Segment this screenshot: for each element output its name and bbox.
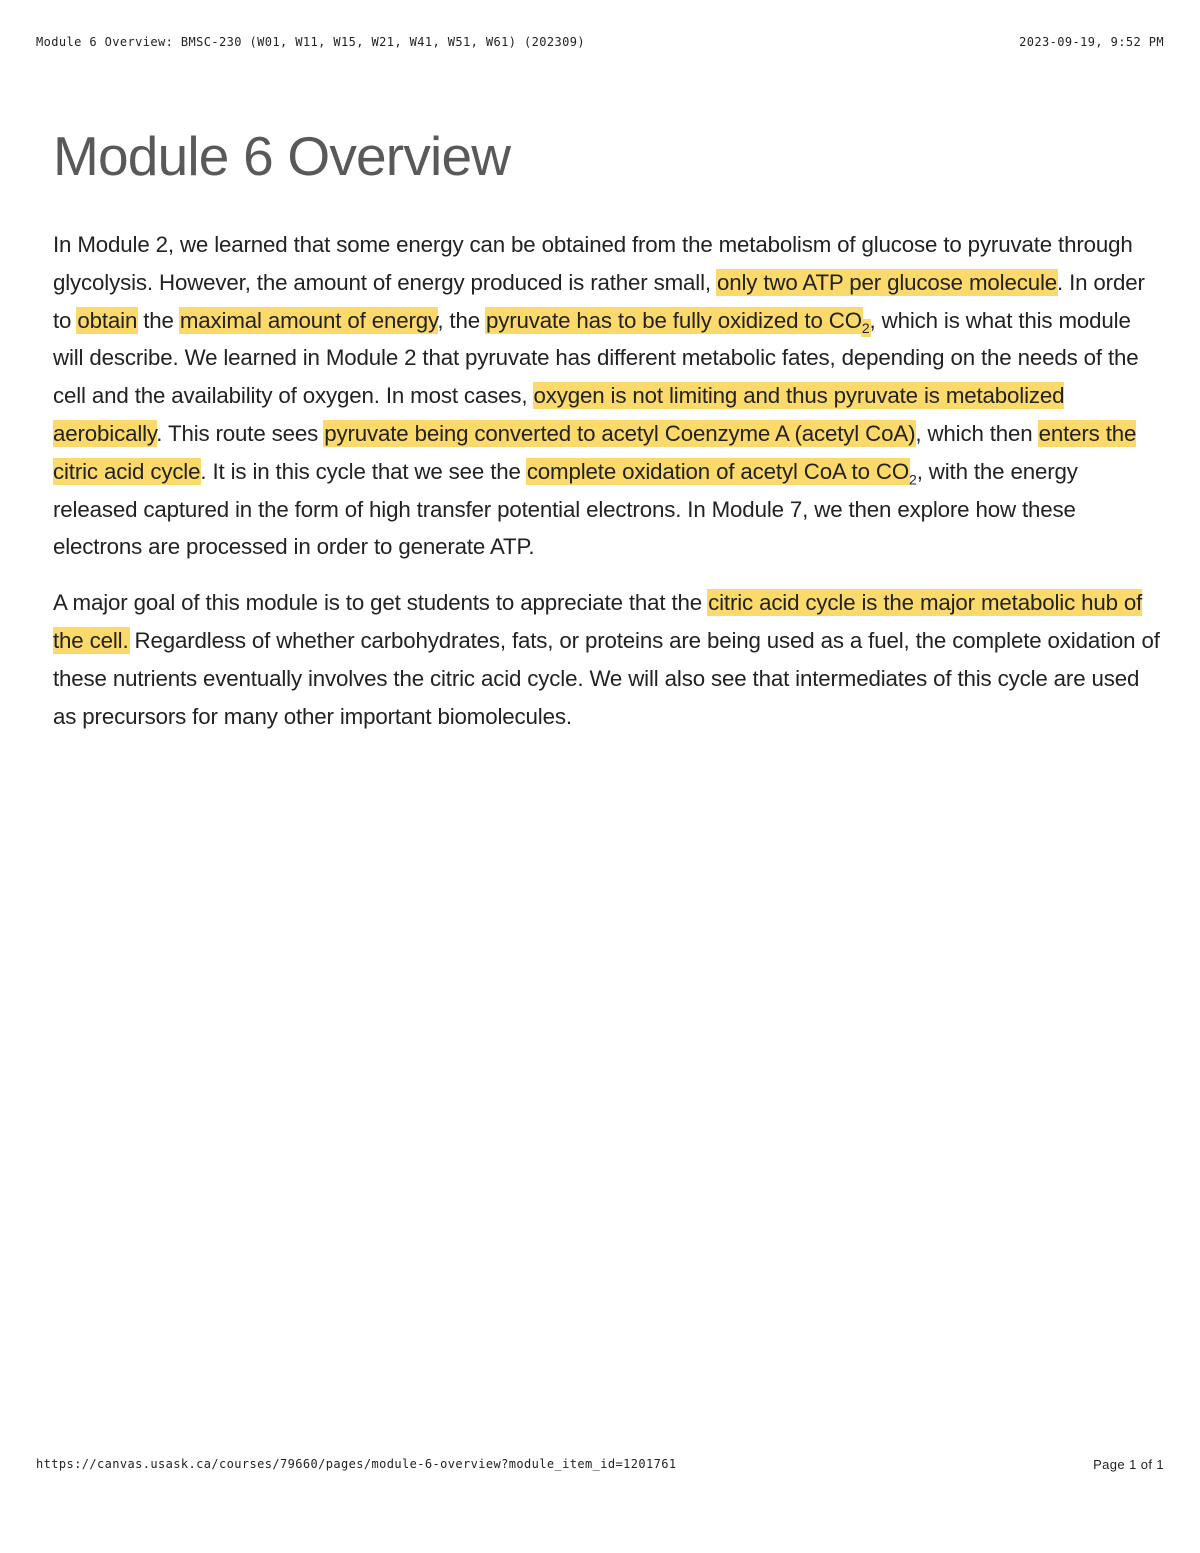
print-header-doc-title: Module 6 Overview: BMSC-230 (W01, W11, W15, W21, W41, W51, W61) (202309) (36, 35, 585, 49)
highlighted-text: pyruvate has to be fully oxidized to CO (486, 307, 862, 333)
text-run: . In order to (53, 269, 1145, 333)
text-run: , the (437, 307, 487, 333)
highlighted-text: obtain (77, 307, 138, 333)
highlighted-text: complete oxidation of acetyl CoA to CO (526, 458, 910, 484)
text-run: , with the energy released captured in the form of high transfer potential electrons. In Module 7, we then explore how these electrons are processed in order to generate ATP. (53, 458, 1078, 560)
highlighted-text: oxygen is not limiting and thus pyruvate is metabolized aerobically (53, 383, 1065, 446)
text-run: , which is what this module will describe. We learned in Module 2 that pyruvate has different metabolic fates, depending on the needs of the cell and the availability of oxygen. In most cases, (53, 307, 1139, 409)
page-number: Page 1 of 1 (1093, 1457, 1164, 1472)
paragraph-intro (53, 226, 1163, 566)
text-run: In Module 2, we learned that some energy can be obtained from the metabolism of glucose to pyruvate through glycolysis. However, the amount of energy produced is rather small, (53, 232, 1133, 295)
text-run: 2 (909, 471, 917, 488)
print-footer (36, 1457, 1164, 1472)
page-title: Module 6 Overview (53, 125, 511, 187)
print-footer-url: https://canvas.usask.ca/courses/79660/pages/module-6-overview?module_item_id=1201761 (36, 1457, 677, 1471)
print-header (36, 35, 1164, 49)
text-run: the (137, 307, 180, 333)
highlighted-text: pyruvate being converted to acetyl Coenzyme A (acetyl CoA) (324, 420, 916, 446)
text-run: . It is in this cycle that we see the (200, 458, 527, 484)
highlighted-text: enters the citric acid cycle (53, 420, 1137, 484)
text-run: . This route sees (156, 420, 325, 446)
text-run: Regardless of whether carbohydrates, fats, or proteins are being used as a fuel, the complete oxidation of these nutrients eventually involves the citric acid cycle. We will also see that intermediates of this cycle are used as precursors for many other important biomolecules. (53, 627, 1160, 729)
highlighted-text: citric acid cycle is the major metabolic hub of the cell. (53, 590, 1143, 653)
highlighted-text: only two ATP per glucose molecule (716, 269, 1057, 295)
highlighted-text: maximal amount of energy (179, 307, 438, 333)
highlighted-text: 2 (861, 320, 870, 337)
text-run: , which then (915, 420, 1039, 446)
print-header-datetime: 2023-09-19, 9:52 PM (1019, 35, 1164, 49)
text-run: A major goal of this module is to get students to appreciate that the (53, 590, 709, 616)
paragraph-goal (53, 584, 1163, 735)
page-content (53, 226, 1163, 753)
